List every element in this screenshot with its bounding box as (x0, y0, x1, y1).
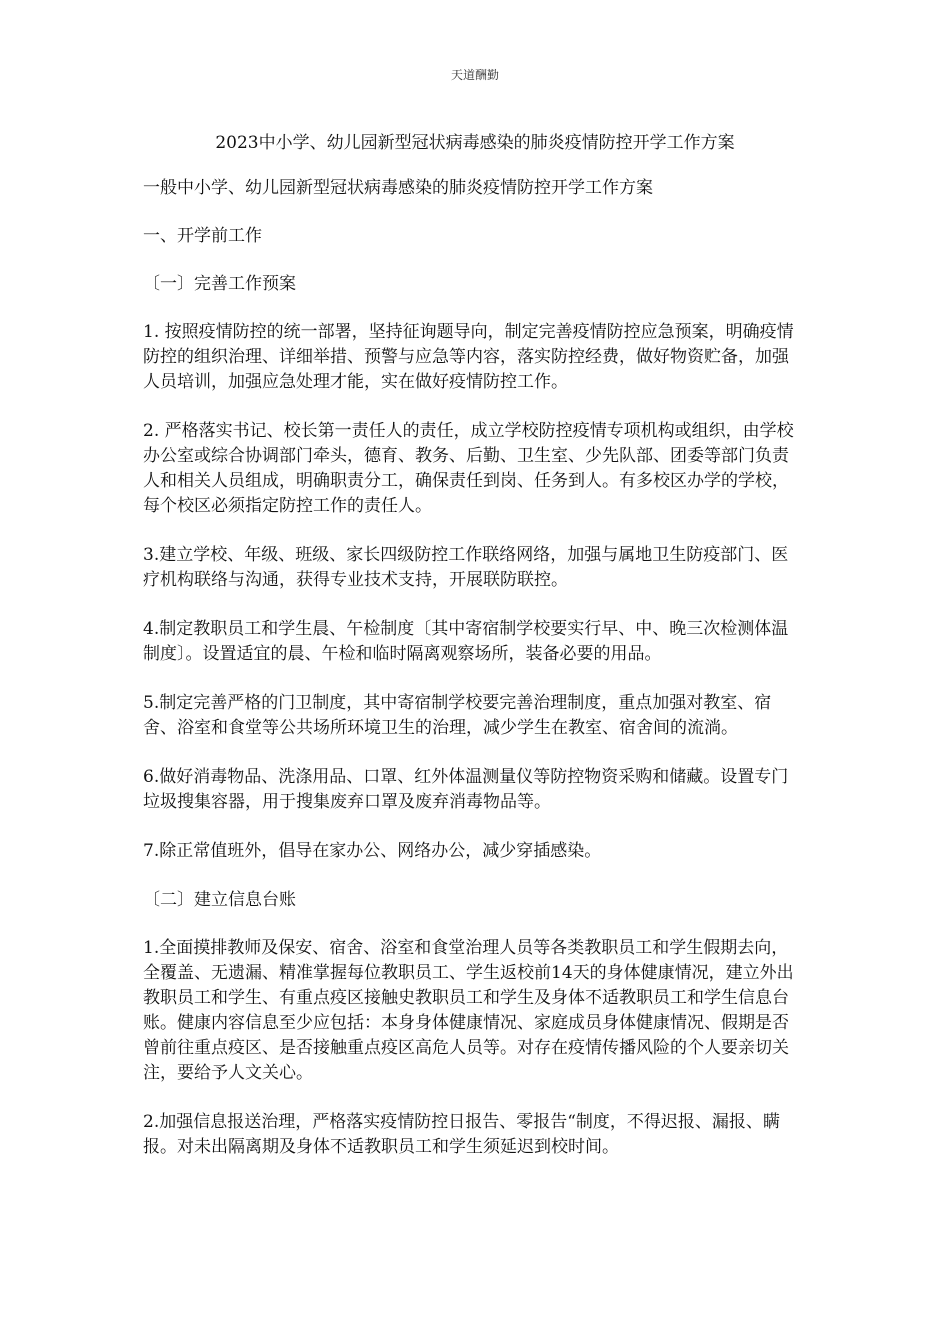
body-paragraph: 1.全面摸排教师及保安、宿舍、浴室和食堂治理人员等各类教职员工和学生假期去向，全覆盖、无遗漏、精准掌握每位教职员工、学生返校前14天的身体健康情况，建立外出教职员工和学生、有重点疫区接触史教职员工和学生及身体不适教职员工和学生信息台账。健康内容信息至少应包括：本身身体健康情况、家庭成员身体健康情况、假期是否曾前往重点疫区、是否接触重点疫区高危人员等。对存在疫情传播风险的个人要亲切关注，要给予人文关心。 (143, 938, 794, 1083)
body-paragraph: 4.制定教职员工和学生晨、午检制度〔其中寄宿制学校要实行早、中、晚三次检测体温制度〕。设置适宜的晨、午检和临时隔离观察场所，装备必要的用品。 (143, 619, 789, 664)
body-paragraph: 7.除正常值班外，倡导在家办公、网络办公，减少穿插感染。 (143, 841, 602, 861)
body-paragraph: 5.制定完善严格的门卫制度，其中寄宿制学校要完善治理制度，重点加强对教室、宿舍、浴室和食堂等公共场所环境卫生的治理，减少学生在教室、宿舍间的流淌。 (143, 693, 772, 738)
section-heading: 一、开学前工作 (143, 226, 262, 246)
body-paragraph: 1. 按照疫情防控的统一部署，坚持征询题导向，制定完善疫情防控应急预案，明确疫情防控的组织治理、详细举措、预警与应急等内容，落实防控经费，做好物资贮备，加强人员培训，加强应急处理才能，实在做好疫情防控工作。 (143, 322, 794, 392)
page-header: 天道酬勤 (450, 68, 499, 82)
body-paragraph: 2.加强信息报送治理，严格落实疫情防控日报告、零报告“制度，不得迟报、漏报、瞒报。对未出隔离期及身体不适教职员工和学生须延迟到校时间。 (143, 1112, 780, 1157)
subsection-heading: 〔二〕建立信息台账 (143, 890, 296, 910)
body-paragraph: 2. 严格落实书记、校长第一责任人的责任，成立学校防控疫情专项机构或组织，由学校办公室或综合协调部门牵头，德育、教务、后勤、卫生室、少先队部、团委等部门负责人和相关人员组成，明确职责分工，确保责任到岗、任务到人。有多校区办学的学校，每个校区必须指定防控工作的责任人。 (143, 421, 794, 516)
body-paragraph: 6.做好消毒物品、洗涤用品、口罩、红外体温测量仪等防控物资采购和储藏。设置专门垃圾搜集容器，用于搜集废弃口罩及废弃消毒物品等。 (143, 767, 789, 812)
subtitle-paragraph: 一般中小学、幼儿园新型冠状病毒感染的肺炎疫情防控开学工作方案 (143, 178, 653, 198)
body-paragraph: 3.建立学校、年级、班级、家长四级防控工作联络网络，加强与属地卫生防疫部门、医疗机构联络与沟通，获得专业技术支持，开展联防联控。 (143, 545, 789, 590)
document-title: 2023中小学、幼儿园新型冠状病毒感染的肺炎疫情防控开学工作方案 (215, 133, 735, 153)
document-body (143, 176, 803, 1184)
subsection-heading: 〔一〕完善工作预案 (143, 274, 296, 294)
